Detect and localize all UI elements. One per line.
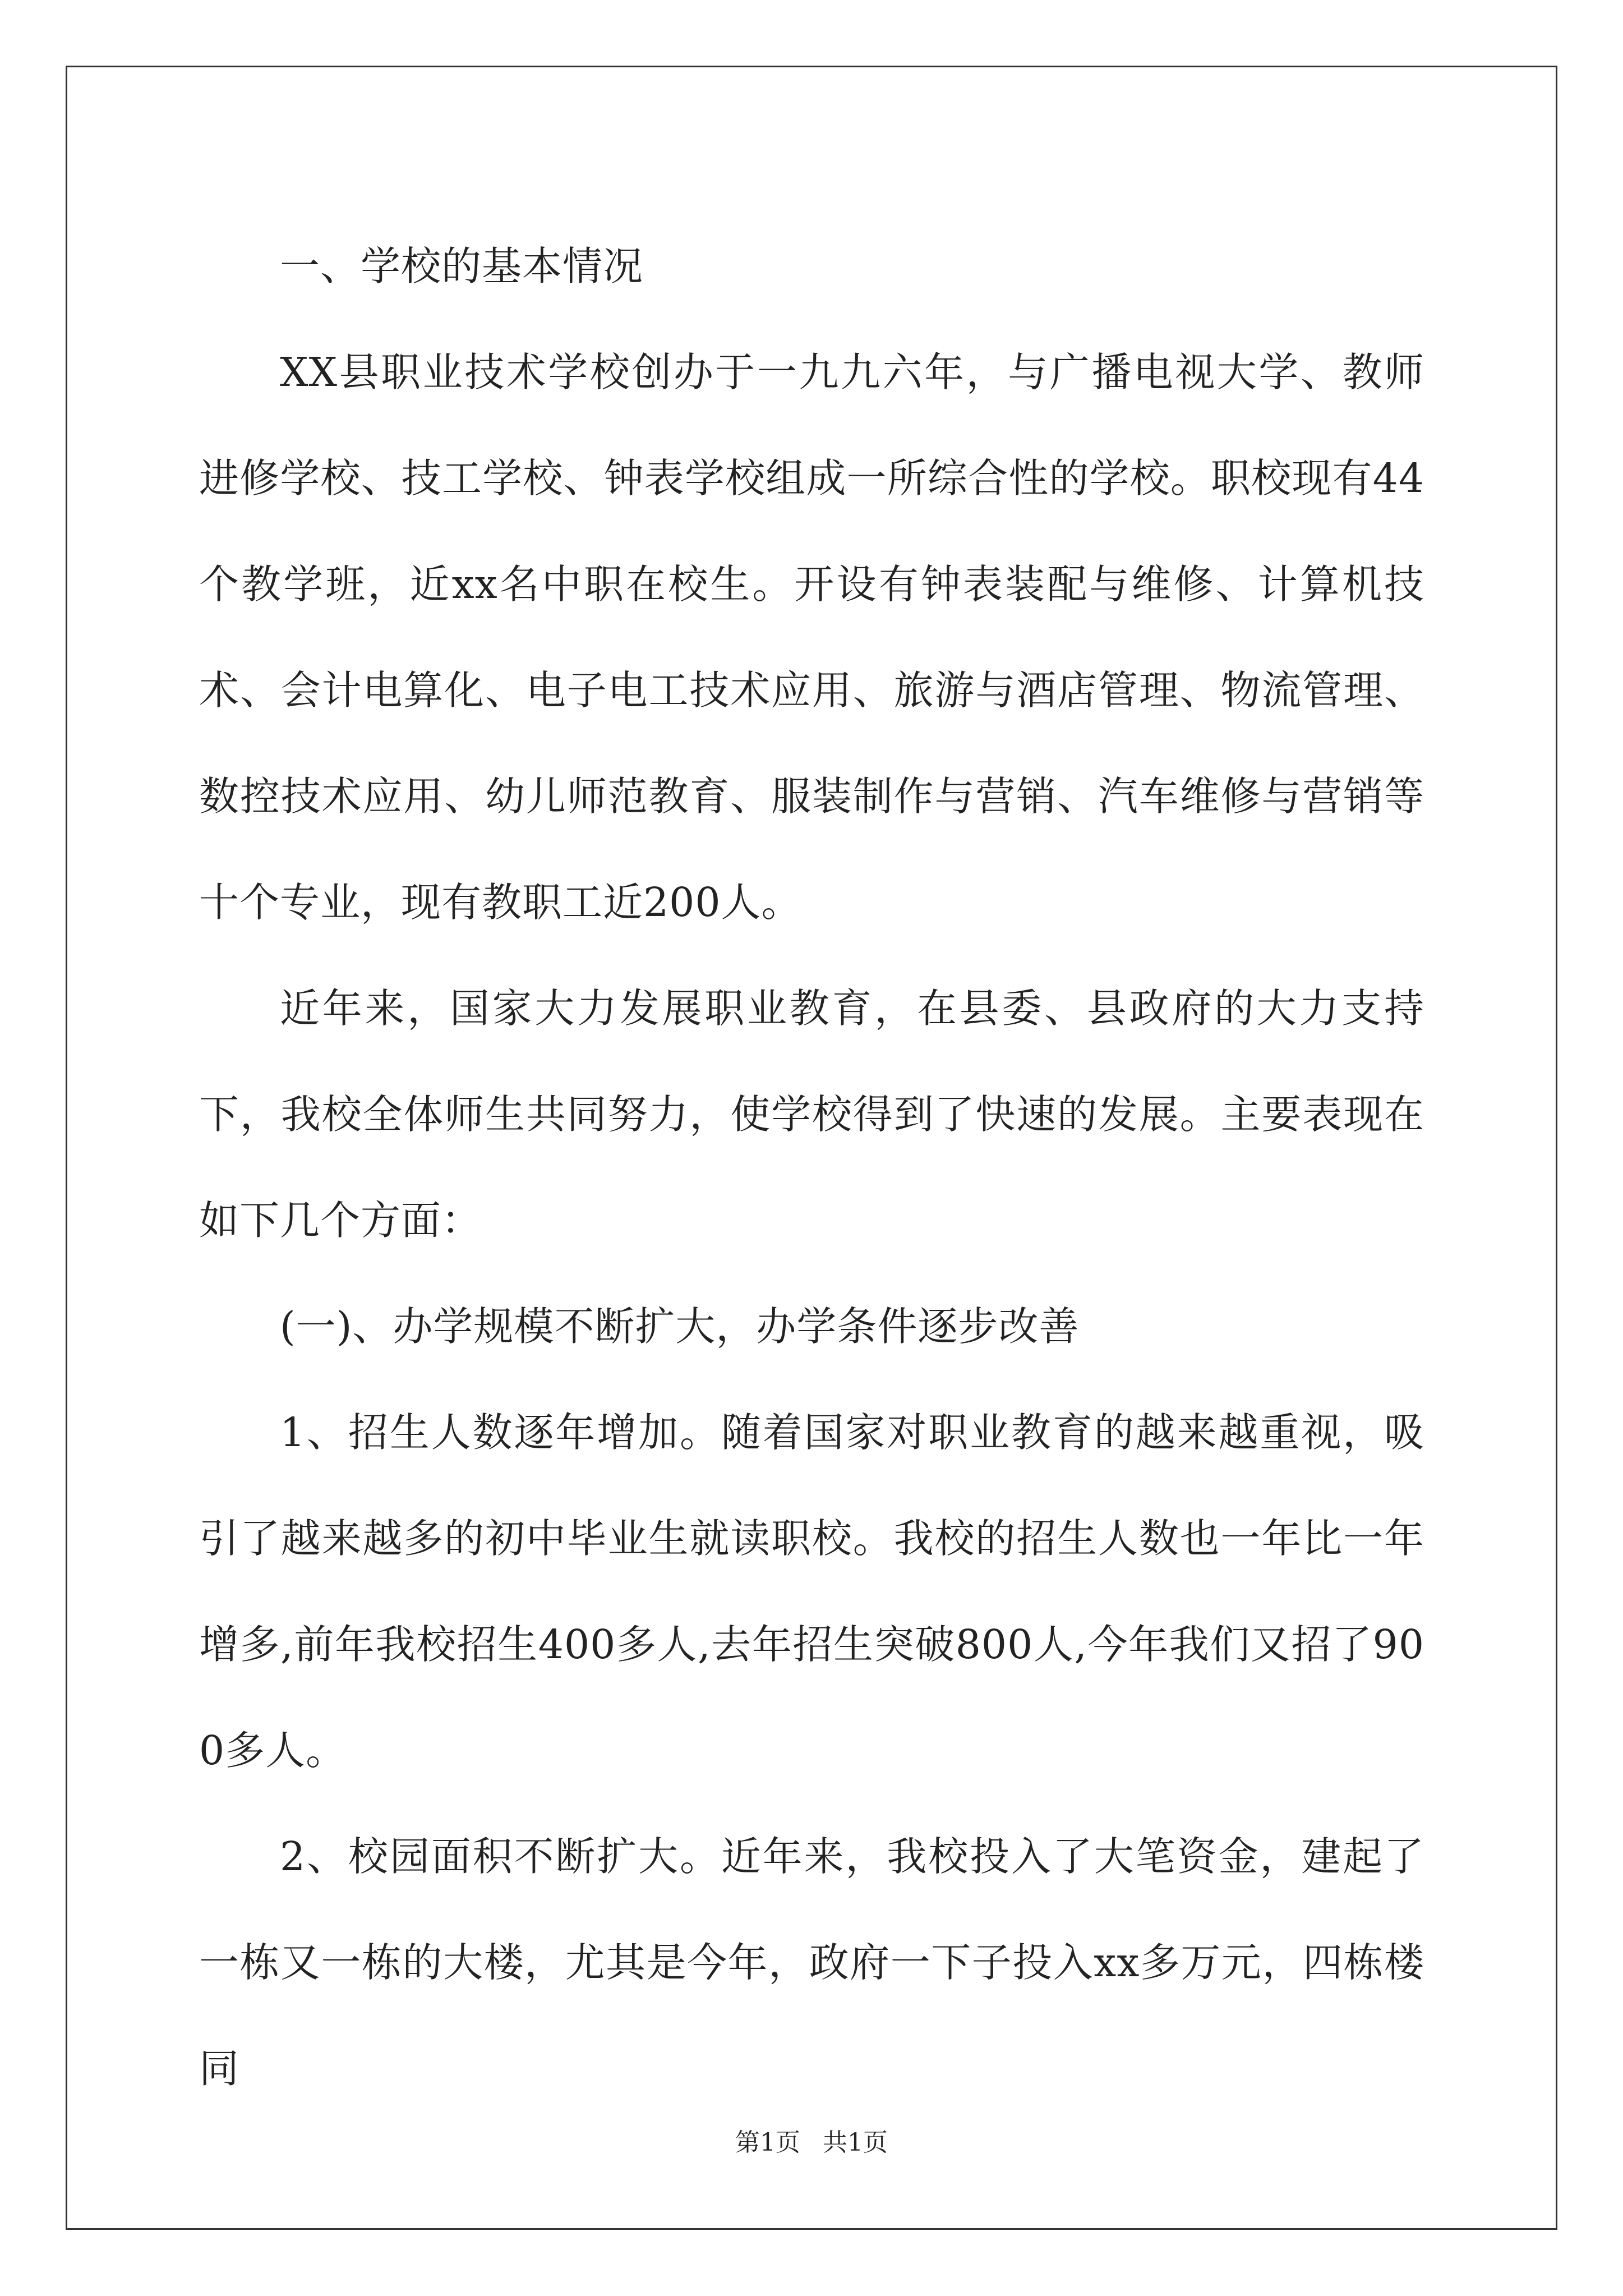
page-footer bbox=[0, 2126, 1623, 2160]
document-body bbox=[199, 213, 1424, 2122]
paragraph: 近年来，国家大力发展职业教育，在县委、县政府的大力支持下，我校全体师生共同努力，使学校得到了快速的发展。主要表现在如下几个方面： bbox=[199, 985, 1424, 1244]
paragraph: 1、招生人数逐年增加。随着国家对职业教育的越来越重视，吸引了越来越多的初中毕业生就读职校。我校的招生人数也一年比一年增多,前年我校招生400多人,去年招生突破800人,今年我们又招了900多人。 bbox=[199, 1409, 1424, 1774]
section-heading: 一、学校的基本情况 bbox=[280, 243, 644, 289]
page-number: 第1页 bbox=[735, 2128, 800, 2157]
paragraph: XX县职业技术学校创办于一九九六年，与广播电视大学、教师进修学校、技工学校、钟表学校组成一所综合性的学校。职校现有44个教学班，近xx名中职在校生。开设有钟表装配与维修、计算机技术、会计电算化、电子电工技术应用、旅游与酒店管理、物流管理、数控技术应用、幼儿师范教育、服装制作与营销、汽车维修与营销等十个专业，现有教职工近200人。 bbox=[199, 349, 1424, 926]
paragraph: 2、校园面积不断扩大。近年来，我校投入了大笔资金，建起了一栋又一栋的大楼，尤其是今年，政府一下子投入xx多万元，四栋楼同 bbox=[199, 1833, 1424, 2092]
page-total: 共1页 bbox=[823, 2128, 888, 2157]
subsection-heading: (一)、办学规模不断扩大，办学条件逐步改善 bbox=[280, 1303, 1080, 1350]
